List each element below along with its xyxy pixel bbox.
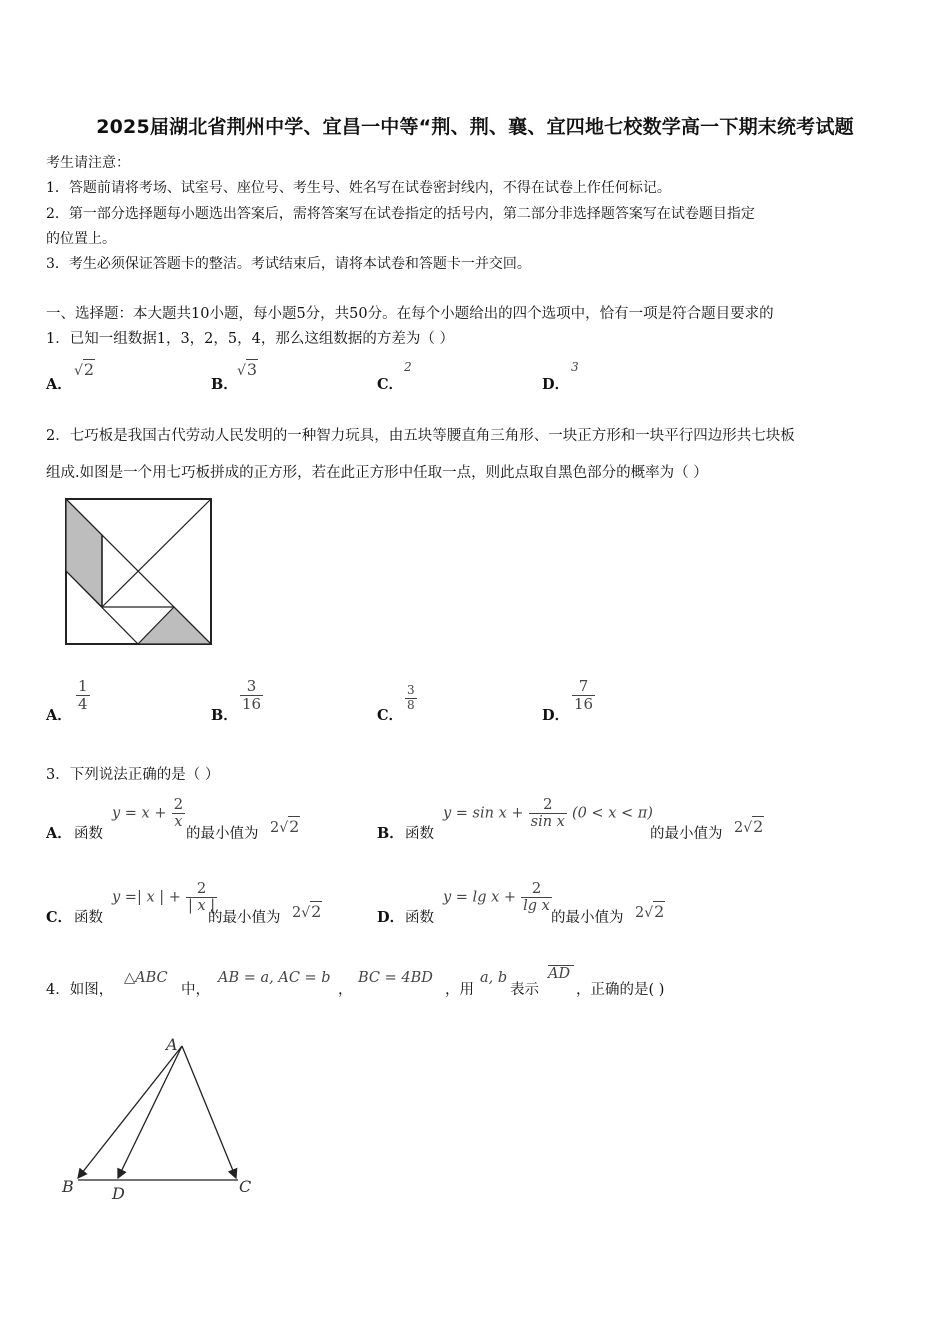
q3-option-c-label: C．: [46, 909, 73, 926]
q2-option-c-label: C．: [377, 707, 404, 724]
q1-option-c-label: C．: [377, 376, 404, 393]
q3-option-c-min: 的最小值为: [208, 910, 281, 926]
q2-option-c-value: $\frac{3}{8}$: [407, 683, 415, 712]
notice-item: 3．考生必须保证答题卡的整洁。考试结束后，请将本试卷和答题卡一并交回。: [46, 256, 531, 272]
label-a: A: [166, 1035, 178, 1054]
label-b: B: [62, 1177, 74, 1196]
notice-item: 1．答题前请将考场、试室号、座位号、考生号、姓名写在试卷密封线内，不得在试卷上作任何标记。: [46, 180, 671, 196]
q3-option-a-label: A．: [46, 825, 72, 842]
q3-option-a-min: 的最小值为: [186, 826, 259, 842]
q4-prefix: 4．如图，: [46, 982, 114, 998]
q4-tail: ，正确的是( ): [576, 982, 665, 998]
q1-option-c-value: 2: [404, 360, 412, 374]
q1-option-b-value: √3: [237, 360, 258, 379]
vector-ad: [118, 1046, 182, 1178]
q3-stem: 3．下列说法正确的是（ ）: [46, 767, 220, 783]
q1-option-a-label: A．: [46, 376, 72, 393]
q2-option-d-label: D．: [542, 707, 570, 724]
q4-cond2: BC = 4BD: [358, 970, 433, 986]
q2-option-b-value: $\frac{3}{16}$: [242, 677, 262, 714]
q3-option-b-func: 函数: [405, 826, 434, 842]
vector-ac: [182, 1046, 236, 1178]
page-title: 2025届湖北省荆州中学、宜昌一中等“荆、荆、襄、宜四地七校数学高一下期末统考试题: [96, 116, 854, 138]
q3-option-b-expr: y = sin x + $\frac{2}{\text{sin x}}$ (0 < x < π): [443, 795, 653, 831]
notice-item: 2．第一部分选择题每小题选出答案后，需将答案写在试卷指定的括号内，第二部分非选择题答案写在试卷题目指定: [46, 206, 755, 222]
q1-stem: 1．已知一组数据1，3，2，5，4，那么这组数据的方差为（ ）: [46, 331, 454, 347]
q2-option-b-label: B．: [211, 707, 238, 724]
q4-vars: a, b: [480, 970, 508, 986]
q3-option-c-expr: y =| x | + $\frac{2}{| x |}$: [112, 879, 216, 915]
q4-vector: AD: [548, 962, 574, 982]
q3-option-a-value: 2√2: [270, 817, 300, 836]
q3-option-c-func: 函数: [74, 910, 103, 926]
section-heading: 一、选择题：本大题共10小题，每小题5分，共50分。在每个小题给出的四个选项中，恰有一项是符合题目要求的: [46, 306, 774, 322]
q2-option-a-label: A．: [46, 707, 72, 724]
q3-option-a-func: 函数: [74, 826, 103, 842]
q1-option-d-label: D．: [542, 376, 570, 393]
q3-option-d-label: D．: [377, 909, 405, 926]
tangram-figure: [60, 494, 220, 650]
q4-show: 表示: [510, 982, 539, 998]
vector-arrow-icon: [548, 965, 574, 966]
q4-mid: 中，: [181, 982, 210, 998]
q3-option-d-value: 2√2: [635, 902, 665, 921]
q3-option-d-min: 的最小值为: [551, 910, 624, 926]
q3-option-c-value: 2√2: [292, 902, 322, 921]
q3-option-d-expr: y = lg x + $\frac{2}{\text{lg x}}$: [443, 879, 550, 915]
q2-stem-line2: 组成.如图是一个用七巧板拼成的正方形，若在此正方形中任取一点，则此点取自黑色部分的概率为（ ）: [46, 465, 708, 481]
q4-comma: ，: [338, 982, 353, 998]
q1-option-d-value: 3: [571, 360, 579, 374]
q3-option-b-min: 的最小值为: [650, 826, 723, 842]
vector-ab: [78, 1046, 182, 1178]
q4-cond1: AB = a, AC = b: [218, 970, 331, 986]
label-d: D: [112, 1184, 125, 1203]
q2-stem-line1: 2．七巧板是我国古代劳动人民发明的一种智力玩具，由五块等腰直角三角形、一块正方形和一块平行四边形共七块板: [46, 428, 795, 444]
q1-option-b-label: B．: [211, 376, 238, 393]
notice-item: 的位置上。: [46, 231, 116, 247]
q3-option-b-label: B．: [377, 825, 404, 842]
q2-option-a-value: $\frac{1}{4}$: [78, 677, 88, 714]
q2-option-d-value: $\frac{7}{16}$: [574, 677, 594, 714]
q4-use: ，用: [445, 982, 474, 998]
triangle-figure: [58, 1032, 263, 1204]
q3-option-b-value: 2√2: [734, 817, 764, 836]
q3-option-d-func: 函数: [405, 910, 434, 926]
notice-heading: 考生请注意：: [46, 155, 130, 171]
label-c: C: [239, 1177, 252, 1196]
q1-option-a-value: √2: [74, 360, 95, 379]
q3-option-a-expr: y = x + $\frac{2}{x}$: [112, 795, 184, 831]
q4-triangle: △ABC: [124, 970, 168, 986]
